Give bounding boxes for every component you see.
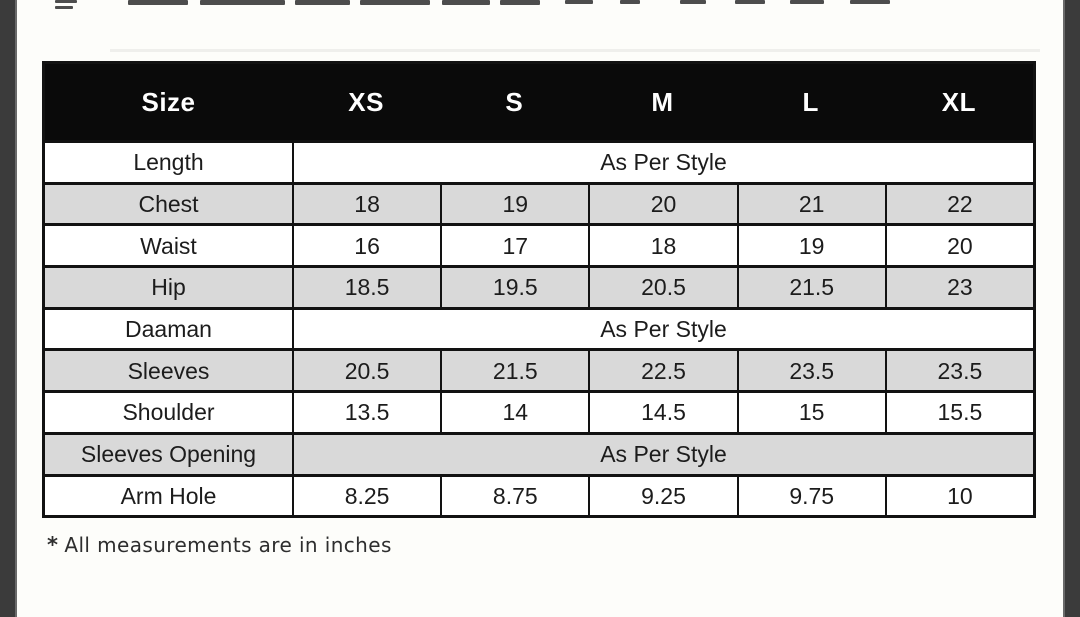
header-cell-m: M bbox=[651, 86, 674, 117]
value-cell: 19 bbox=[440, 185, 588, 224]
value-cell: 9.25 bbox=[588, 477, 736, 516]
value-cell: 19.5 bbox=[440, 268, 588, 307]
value-cell: 23 bbox=[885, 268, 1033, 307]
value-cell: 16 bbox=[292, 226, 440, 265]
left-edge-bar bbox=[0, 0, 17, 617]
row-label-cell: Daaman bbox=[125, 316, 212, 343]
value-cell: 21.5 bbox=[440, 351, 588, 390]
table-row-daaman bbox=[45, 307, 1033, 349]
value-cell: 19 bbox=[737, 226, 885, 265]
row-label-cell: Sleeves bbox=[127, 357, 210, 384]
row-label-cell: Sleeves Opening bbox=[80, 441, 257, 468]
value-cell: 22.5 bbox=[588, 351, 736, 390]
value-cell: 14 bbox=[440, 393, 588, 432]
header-cell-s: S bbox=[505, 86, 524, 117]
table-row-sleeves bbox=[45, 348, 1033, 390]
table-header-row bbox=[45, 64, 1033, 140]
merged-value-cell: As Per Style bbox=[292, 435, 1033, 474]
merged-value-cell: As Per Style bbox=[292, 310, 1033, 349]
value-cell: 18.5 bbox=[292, 268, 440, 307]
value-cell: 18 bbox=[292, 185, 440, 224]
value-cell: 21.5 bbox=[737, 268, 885, 307]
value-cell: 20.5 bbox=[292, 351, 440, 390]
size-chart-table bbox=[42, 61, 1036, 518]
table-row-arm-hole bbox=[45, 474, 1033, 516]
row-label-cell: Arm Hole bbox=[120, 482, 217, 509]
value-cell: 22 bbox=[885, 185, 1033, 224]
row-label-cell: Waist bbox=[140, 232, 197, 259]
value-cell: 8.25 bbox=[292, 477, 440, 516]
value-cell: 17 bbox=[440, 226, 588, 265]
header-cell-xs: XS bbox=[348, 86, 384, 117]
table-row-chest bbox=[45, 182, 1033, 224]
table-row-hip bbox=[45, 265, 1033, 307]
header-cell-l: L bbox=[802, 86, 819, 117]
cropped-text-fragments bbox=[0, 0, 1080, 12]
table-row-length bbox=[45, 140, 1033, 182]
photo-smudge-line bbox=[110, 49, 1040, 52]
value-cell: 23.5 bbox=[885, 351, 1033, 390]
value-cell: 8.75 bbox=[440, 477, 588, 516]
value-cell: 13.5 bbox=[292, 393, 440, 432]
row-label-cell: Hip bbox=[151, 274, 186, 301]
value-cell: 15 bbox=[737, 393, 885, 432]
value-cell: 20 bbox=[885, 226, 1033, 265]
value-cell: 20 bbox=[588, 185, 736, 224]
header-cell-size: Size bbox=[141, 86, 196, 117]
value-cell: 21 bbox=[737, 185, 885, 224]
value-cell: 14.5 bbox=[588, 393, 736, 432]
value-cell: 20.5 bbox=[588, 268, 736, 307]
table-row-waist bbox=[45, 223, 1033, 265]
value-cell: 23.5 bbox=[737, 351, 885, 390]
right-edge-bar bbox=[1063, 0, 1080, 617]
row-label-cell: Chest bbox=[138, 191, 199, 218]
footnote-text: All measurements are in inches bbox=[64, 533, 392, 557]
footnote-asterisk: * bbox=[47, 533, 59, 557]
value-cell: 9.75 bbox=[737, 477, 885, 516]
merged-value-cell: As Per Style bbox=[292, 143, 1033, 182]
table-row-shoulder bbox=[45, 390, 1033, 432]
value-cell: 18 bbox=[588, 226, 736, 265]
header-cell-xl: XL bbox=[941, 86, 976, 117]
row-label-cell: Length bbox=[133, 149, 204, 176]
row-label-cell: Shoulder bbox=[122, 399, 215, 426]
value-cell: 15.5 bbox=[885, 393, 1033, 432]
table-row-sleeves-opening bbox=[45, 432, 1033, 474]
footnote bbox=[47, 533, 392, 557]
value-cell: 10 bbox=[885, 477, 1033, 516]
